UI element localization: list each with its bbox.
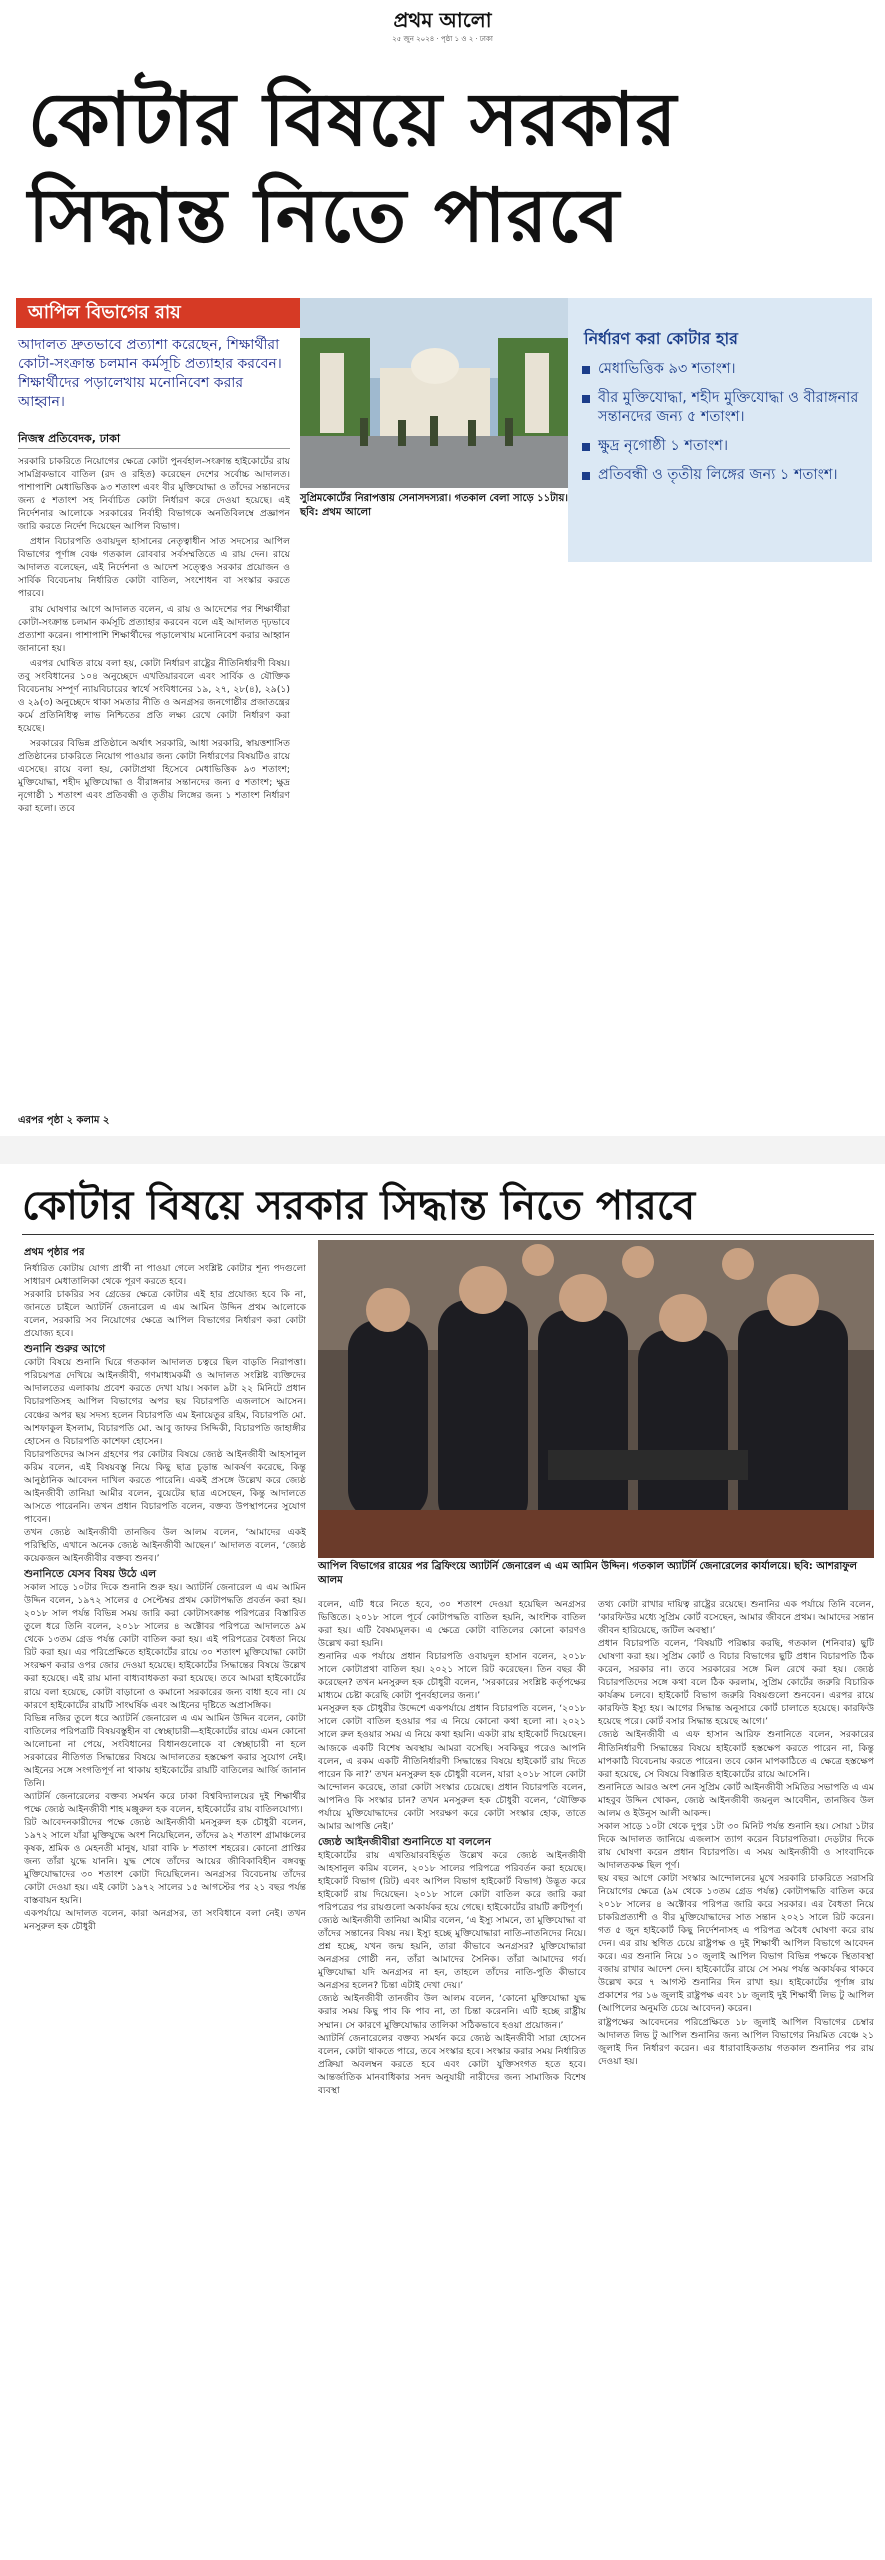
sidebar-item: মেধাভিত্তিক ৯৩ শতাংশ। <box>582 360 864 379</box>
sidebar-item: ক্ষুদ্র নৃগোষ্ঠী ১ শতাংশ। <box>582 437 864 456</box>
sidebar-list <box>582 360 864 495</box>
square-bullet-icon <box>582 443 590 451</box>
lead-body <box>18 455 290 815</box>
square-bullet-icon <box>582 366 590 374</box>
lead-headline-line-1: কোটার বিষয়ে সরকার <box>28 77 678 163</box>
jump-column-1 <box>24 1262 306 2552</box>
sidebar-item: প্রতিবন্ধী ও তৃতীয় লিঙ্গের জন্য ১ শতাংশ। <box>582 466 864 485</box>
jump-headline: কোটার বিষয়ে সরকার সিদ্ধান্ত নিতে পারবে <box>22 1182 696 1229</box>
lead-paragraph: প্রধান বিচারপতি ওবায়দুল হাসানের নেতৃত্বাধীন সাত সদস্যের আপিল বিভাগের পূর্ণাঙ্গ বেঞ্চ গতকাল রোববার সর্বসম্মতিতে এ রায় দেন। রায়ে আদালত বলেছেন, এই নির্দেশনা ও আদেশ সত্ত্বেও সরকার প্রয়োজন ও সার্বিক বিবেচনায় নির্ধারিত কোটা বাতিল, সংশোধন বা সংস্কার করতে পারবে। <box>18 536 290 600</box>
lead-headline <box>28 72 858 264</box>
sidebar-title: নির্ধারণ করা কোটার হার <box>584 329 738 348</box>
lead-paragraph: এরপর ঘোষিত রায়ে বলা হয়, কোটা নির্ধারণ রাষ্ট্রের নীতিনির্ধারণী বিষয়। তবু সংবিধানের ১০৪ অনুচ্ছেদে এখতিয়ারবলে এবং সার্বিক ও যৌক্তিক বিবেচনায় সম্পূর্ণ ন্যায়বিচারের স্বার্থে সংবিধানের ১৯, ২৭, ২৮(৪), ২৯(১) ও ২৯(৩) অনুচ্ছেদে থাকা সমতার নীতি ও অনগ্রসর জনগোষ্ঠীর প্রজাতন্ত্রের কর্মে প্রতিনিধিত্ব লাভ নিশ্চিতের প্রতি লক্ষ্য রেখে কোটা নির্ধারণ করা হয়েছে। <box>18 657 290 734</box>
jump-column-2 <box>318 1598 586 2553</box>
page-divider <box>0 1136 885 1164</box>
jump-headline-rule <box>22 1234 874 1235</box>
quota-sidebar <box>568 298 872 562</box>
byline: নিজস্ব প্রতিবেদক, ঢাকা <box>18 432 121 445</box>
section-text: বলেন, এটি ধরে নিতে হবে, ৩০ শতাংশ দেওয়া হয়েছিল অনগ্রসর ভিত্তিতে। ২০১৮ সালে পূর্বে কোটাপদ্ধতি বাতিল হয়নি, আংশিক বাতিল করা হয়। এটি বৈষম্যমূলক। এ ক্ষেত্রে কোটা বাতিলের কোনো কারণও উল্লেখ করা হয়নি। শুনানির এক পর্যায়ে প্রধান বিচারপতি ওবায়দুল হাসান বলেন, ২০১৮ সালে কোটাপ্রথা বাতিল হয়। ২০২১ সালে রিট করেছেন। তিন বছর কী করেছেন? তখন মনসুরুল হক চৌধুরী বলেন, ‘সরকারের সংশ্লিষ্ট কর্তৃপক্ষের মাধ্যমে চেষ্টা করেছি কোটা পুনর্বহালের জন্য।’ মনসুরুল হক চৌধুরীর উদ্দেশে একপর্যায়ে প্রধান বিচারপতি বলেন, ‘২০১৮ সালে কোটা বাতিল হওয়ার পর এ নিয়ে কোনো কথা হলো না। ২০২১ সালে রুল হওয়ার সময় এ নিয়ে কথা হয়নি। একটা রায় হাইকোর্ট দিয়েছেন। আজকে একটি বিশেষ অবস্থায় আমরা বসেছি। সবকিছুর পরেও আপনি বলেন, এ রকম একটি নীতিনির্ধারণী সিদ্ধান্তের বিষয়ে হাইকোর্ট রায় দিতে পারেন কি না?’ তখন মনসুরুল হক চৌধুরী বলেন, যারা ২০১৮ সালে কোটা আন্দোলন করেছে, তারা কোটা সংস্কার চেয়েছে। প্রধান বিচারপতি বলেন, আপনিও কি সংস্কার চান? তখন মনসুরুল হক চৌধুরী বলেন, ‘যৌক্তিক পর্যায়ে মুক্তিযোদ্ধাদের কোটা সংরক্ষণ করে কোটা সংস্কার হোক, তাতে আমার আপত্তি নেই।’ <box>318 1599 586 1832</box>
lead-photo-caption: সুপ্রিমকোর্টের নিরাপত্তায় সেনাসদস্যরা। গতকাল বেলা সাড়ে ১১টায়। ছবি: প্রথম আলো <box>300 493 568 518</box>
supreme-court-photo <box>300 298 568 488</box>
jump-column-3 <box>598 1598 874 2553</box>
section-subhead: জ্যেষ্ঠ আইনজীবীরা শুনানিতে যা বললেন <box>318 1835 491 1848</box>
standfirst: আদালত দ্রুতভাবে প্রত্যাশা করেছেন, শিক্ষার্থীরা কোটা-সংক্রান্ত চলমান কর্মসূচি প্রত্যাহার করবেন। শিক্ষার্থীদের পড়ালেখায় মনোনিবেশ করার আহ্বান। <box>18 337 282 410</box>
lead-paragraph: সরকারের বিভিন্ন প্রতিষ্ঠানে অর্থাৎ সরকারি, আধা সরকারি, স্বায়ত্তশাসিত প্রতিষ্ঠানের চাকরিতে নিয়োগ পাওয়ার জন্য কোটা নির্ধারণের বিষয়টিও রায়ে এসেছে। রায়ে বলা হয়, কোটাপ্রথা হিসেবে মেধাভিত্তিক ৯৩ শতাংশ; মুক্তিযোদ্ধা, শহীদ মুক্তিযোদ্ধা ও বীরাঙ্গনার সন্তানদের জন্য ৫ শতাংশ; ক্ষুদ্র নৃগোষ্ঠী ১ শতাংশ এবং প্রতিবন্ধী ও তৃতীয় লিঙ্গের জন্য ১ শতাংশ নির্ধারণ করা হলো। তবে <box>18 737 290 815</box>
section-subhead: শুনানিতে যেসব বিষয় উঠে এল <box>24 1568 157 1581</box>
lead-headline-line-2: সিদ্ধান্ত নিতে পারবে <box>28 173 621 259</box>
section-text: সকাল সাড়ে ১০টার দিকে শুনানি শুরু হয়। অ্যাটর্নি জেনারেল এ এম আমিন উদ্দিন বলেন, ১৯৭২ সালের ৫ সেপ্টেম্বর প্রথম কোটাপদ্ধতি প্রবর্তন করা হয়। ২০১৮ সাল পর্যন্ত বিভিন্ন সময় জারি করা কোটাসংক্রান্ত পরিপত্রের বিস্তারিত তুলে ধরে তিনি বলেন, ২০১৮ সালের ৪ অক্টোবর পরিপত্রে আদালতে ৯ম থেকে ১৩তম গ্রেড পর্যন্ত কোটা বাতিল করা হয়। এই পরিপত্রের বৈধতা নিয়ে রিট করা হয়। এর পরিপ্রেক্ষিতে হাইকোর্টের রায়ে ৩০ শতাংশ মুক্তিযোদ্ধা কোটা সংরক্ষণ করার ওপর জোর দেওয়া হয়েছে। হাইকোর্টের সিদ্ধান্তের বিষয়ে উল্লেখ করা হয়েছে। এই রায় মানা বাধ্যবাধকতা করা হয়েছে। তবে আমরা হাইকোর্টের রায়ে বলা হয়েছে, কোটা বাড়ানো ও কমানো সরকারের জন্য বাধা হবে না। যে কারণে হাইকোর্টের রায়টি সাংঘর্ষিক এবং আইনের দৃষ্টিতে অপ্রাসঙ্গিক। বিভিন্ন নজির তুলে ধরে অ্যাটর্নি জেনারেল এ এম আমিন উদ্দিন বলেন, কোটা বাতিলের পরিপত্রটি বিষয়বস্তুহীন বা স্বেচ্ছাচারী—হাইকোর্টের রায়ে এমন কোনো আলোচনা না পেয়ে, সংবিধানের বিধানগুলোকে বা স্বেচ্ছাচারী না হলে সরকারের নীতিগত সিদ্ধান্তের বিষয়ে আদালতের হস্তক্ষেপ করার সুযোগ নেই। আইনের সঙ্গে সংগতিপূর্ণ না থাকায় হাইকোর্টের রায়টি বাতিলের আর্জি জানান তিনি। অ্যাটর্নি জেনারেলের বক্তব্য সমর্থন করে ঢাকা বিশ্ববিদ্যালয়ের দুই শিক্ষার্থীর পক্ষে জ্যেষ্ঠ আইনজীবী শাহ মঞ্জুরুল হক বলেন, হাইকোর্টের রায় বাতিলযোগ্য। রিট আবেদনকারীদের পক্ষে জ্যেষ্ঠ আইনজীবী মনসুরুল হক চৌধুরী বলেন, ১৯৭২ সালে যাঁরা মুক্তিযুদ্ধে অংশ নিয়েছিলেন, তাঁদের ৯২ শতাংশ গ্রামাঞ্চলের কৃষক, শ্রমিক ও মেহনতী মানুষ, যারা বাকি ৮ শতাংশ শহরের। কোনো প্রাপ্তির জন্য তাঁরা যুদ্ধে যাননি। যুদ্ধ শেষে তাঁদের আয়ের জীবিকাবিহীন বঙ্গবন্ধু মুক্তিযোদ্ধাদের ৩০ শতাংশ কোটা দিয়েছিলেন। অনগ্রসর বিবেচনায় তাঁদের কোটা দেওয়া হয়। এই কোটা ১৯৭২ সালের ১৫ আগস্টের পর ২১ বছর পর্যন্ত বাস্তবায়ন হয়নি। একপর্যায়ে আদালত বলেন, কারা অনগ্রসর, তা সংবিধানে বলা নেই। তখন মনসুরুল হক চৌধুরী <box>24 1582 306 1933</box>
masthead <box>0 0 885 50</box>
section-text: তথ্য কোটা রাখার দায়িত্ব রাষ্ট্রের রয়েছে। শুনানির এক পর্যায়ে তিনি বলেন, ‘কারফিউর মধ্যে সুপ্রিম কোর্ট বসেছেন, আমার জীবনে প্রথম। আমাদের সন্তান জীবন হারিয়েছে, জটিল অবস্থা।’ প্রধান বিচারপতি বলেন, ‘বিষয়টি পরিষ্কার করছি, গতকাল (শনিবার) ছুটি ঘোষণা করা হয়। সুপ্রিম কোর্ট ও বিচার বিভাগের ছুটি প্রধান বিচারপতি ঠিক করেন, সরকার না। তবে সরকারের সঙ্গে মিল রেখে করা হয়। জ্যেষ্ঠ বিচারপতিদের সঙ্গে কথা বলে ঠিক করলাম, সুপ্রিম কোর্টের জরুরি বিচারিক কার্যক্রম চলবে। হাইকোর্ট বিভাগ জরুরি বিষয়গুলো শুনবেন। এরপর রায়ে কারফিউ ইস্যু হয়। আগের সিদ্ধান্ত অনুসারে কোর্ট চালাতে হয়েছে। কারফিউ হয়েছে পরে। কোর্ট বসার সিদ্ধান্ত হয়েছে আগে।’ জ্যেষ্ঠ আইনজীবী এ এফ হাসান আরিফ শুনানিতে বলেন, সরকারের নীতিনির্ধারণী সিদ্ধান্তের বিষয়ে হাইকোর্ট হস্তক্ষেপ করতে পারেন না, কিন্তু মাপকাঠি বিবেচনায় করতে পারেন। তবে কোন মাপকাঠিতে এ ক্ষেত্রে হস্তক্ষেপ করা হয়েছে, সে বিষয়ে বিস্তারিত হাইকোর্টের রায়ে আসেনি। শুনানিতে আরও অংশ নেন সুপ্রিম কোর্ট আইনজীবী সমিতির সভাপতি এ এম মাহবুব উদ্দিন খোকন, জ্যেষ্ঠ আইনজীবী জয়নুল আবেদীন, তানজিব উল আলম ও ইউনুস আলী আকন্দ। সকাল সাড়ে ১০টা থেকে দুপুর ১টা ৩০ মিনিট পর্যন্ত শুনানি হয়। সোয়া ১টার দিকে আদালত জানিয়ে এজলাস ত্যাগ করেন বিচারপতিরা। দেড়টার দিকে রায় ঘোষণা করেন প্রধান বিচারপতি। এ সময় আইনজীবী ও সাংবাদিকে আদালতকক্ষ ছিল পূর্ণ। ছয় বছর আগে কোটা সংস্কার আন্দোলনের মুখে সরকারি চাকরিতে সরাসরি নিয়োগের ক্ষেত্রে (৯ম থেকে ১৩তম গ্রেড পর্যন্ত) কোটাপদ্ধতি বাতিল করে ২০১৮ সালের ৪ অক্টোবর পরিপত্র জারি করে সরকার। এর বৈধতা নিয়ে চাকরিপ্রত্যাশী ও বীর মুক্তিযোদ্ধাদের সাত সন্তান ২০২১ সালে রিট করেন। গত ৫ জুন হাইকোর্ট কিছু নির্দেশনাসহ এ পরিপত্র অবৈধ ঘোষণা করে রায় দেন। এর রায় স্থগিত চেয়ে রাষ্ট্রপক্ষ ও দুই শিক্ষার্থী আপিল বিভাগে আবেদন করে। এর শুনানি নিয়ে ১০ জুলাই আপিল বিভাগ বিভিন্ন পক্ষকে স্থিতাবস্থা বজায় রাখার আদেশ দেন। হাইকোর্টের রায়ে সে সময় পর্যন্ত অকার্যকর থাকবে উল্লেখ করে ৭ আগস্ট শুনানির দিন রাখা হয়। হাইকোর্টের পূর্ণাঙ্গ রায় প্রকাশের পর ১৬ জুলাই রাষ্ট্রপক্ষ এবং ১৮ জুলাই দুই শিক্ষার্থী লিভ টু আপিল (আপিলের অনুমতি চেয়ে আবেদন) করেন। রাষ্ট্রপক্ষের আবেদনের পরিপ্রেক্ষিতে ১৮ জুলাই আপিল বিভাগের চেম্বার আদালত লিভ টু আপিল শুনানির জন্য আপিল বিভাগের নিয়মিত বেঞ্চে ২১ জুলাই দিন নির্ধারণ করেন। এর ধারাবাহিকতায় গতকাল শুনানির পর রায় দেওয়া হয়। <box>598 1599 874 2067</box>
jump-photo <box>318 1240 874 1558</box>
square-bullet-icon <box>582 395 590 403</box>
section-text: হাইকোর্টের রায় এখতিয়ারবহির্ভূত উল্লেখ করে জ্যেষ্ঠ আইনজীবী আহসানুল করিম বলেন, ২০১৮ সালের পরিপত্রে পরিবর্তন করা হয়েছে। হাইকোর্ট বিভাগ (রিট) এবং আপিল বিভাগ হাইকোর্ট বিভাগ) উদ্ভূত করে হাইকোর্ট রায় দিয়েছেন। ২০১৮ সালে কোটা বাতিল করে জারি করা পরিপত্রের পর রায়গুলো অকার্যকর হয়ে গেছে। হাইকোর্টের রায়টি ক্রটিপূর্ণ। জ্যেষ্ঠ আইনজীবী তানিয়া আমীর বলেন, ‘এ ইস্যু সামনে, তা মুক্তিযোদ্ধা বা তাঁদের সন্তানের বিষয় নয়। ইস্যু হচ্ছে মুক্তিযোদ্ধারা নাতি-নাতনিদের নিয়ে। প্রশ্ন হচ্ছে, যখন জন্ম হয়নি, তারা কীভাবে অনগ্রসর? মুক্তিযোদ্ধারা অনগ্রসর গোষ্ঠী নন, তাঁরা আমাদের সৈনিক। তাঁরা আমাদের গর্ব। মুক্তিযোদ্ধা যদি অনগ্রসর না হন, তাহলে তাঁদের নাতি-পুতি কীভাবে অনগ্রসর হলেন? চিন্তা এটাই দেখা দেয়।’ জ্যেষ্ঠ আইনজীবী তানজীব উল আলম বলেন, ‘কোনো মুক্তিযোদ্ধা যুদ্ধ করার সময় কিছু পাব কি পাব না, তা চিন্তা করেননি। এটি হচ্ছে রাষ্ট্রীয় সম্মান। সে কারণে মুক্তিযোদ্ধার তালিকা সঠিকভাবে হওয়া প্রয়োজন।’ অ্যাটর্নি জেনারেলের বক্তব্য সমর্থন করে জ্যেষ্ঠ আইনজীবী সারা হোসেন বলেন, কোটা থাকতে পারে, তবে সংস্কার হবে। সংস্কার করার সময় নির্ধারিত প্রক্রিয়া অবলম্বন করতে হবে এবং কোটা যুক্তিসংগত হতে হবে। আন্তর্জাতিক মানবাধিকার সনদ অনুযায়ী নারীদের জন্য সামাজিক বিশেষ ব্যবস্থা <box>318 1849 586 2096</box>
jump-photo-caption: আপিল বিভাগের রায়ের পর ব্রিফিংয়ে অ্যাটর্নি জেনারেল এ এম আমিন উদ্দিন। গতকাল অ্যাটর্নি জেনারেলের কার্যালয়ে। ছবি: আশরাফুল আলম <box>318 1561 857 1586</box>
press-briefing-photo <box>318 1240 874 1558</box>
lead-paragraph: রায় ঘোষণার আগে আদালত বলেন, এ রায় ও আদেশের পর শিক্ষার্থীরা কোটা-সংক্রান্ত চলমান কর্মসূচি প্রত্যাহার করবেন বলে এই আদালত দৃঢ়ভাবে প্রত্যাশা করেন। পাশাপাশি শিক্ষার্থীদের পড়ালেখায় মনোনিবেশ করার আহ্বান জানানো হয়। <box>18 603 290 654</box>
section-text: কোটা বিষয়ে শুনানি ঘিরে গতকাল আদালত চত্বরে ছিল বাড়তি নিরাপত্তা। পরিচয়পত্র দেখিয়ে আইনজীবী, গণমাধ্যমকর্মী ও আদালত সংশ্লিষ্ট ব্যক্তিদের আদালতের এলাকায় প্রবেশ করতে দেখা যায়। সকাল ৯টা ২২ মিনিটে প্রধান বিচারপতিসহ আপিল বিভাগের অপর ছয় বিচারপতি এজলাসে আসেন। বেঞ্চের অপর ছয় সদস্য হলেন বিচারপতি এম ইনায়েতুর রহিম, বিচারপতি মো. আশফাকুল ইসলাম, বিচারপতি মো. আবু জাফর সিদ্দিকী, বিচারপতি জাহাঙ্গীর হোসেন ও বিচারপতি কাশেফা হোসেন। বিচারপতিদের আসন গ্রহণের পর কোটার বিষয়ে জ্যেষ্ঠ আইনজীবী আহসানুল করিম বলেন, এই বিষয়বস্তু নিয়ে কিছু ছাত্র চূড়ান্ত আকর্ষণ করেছে, কিন্তু আনুষ্ঠানিক আবেদন দাখিল করতে পারেনি। একই প্রসঙ্গে উল্লেখ করে জ্যেষ্ঠ আইনজীবী তানিয়া আমীর বলেন, বুয়েটের ছাত্র এসেছেন, কিন্তু আদালতে আসতে পারেননি। তখন প্রধান বিচারপতি বলেন, বক্তব্য উপস্থাপনের সুযোগ পাবেন। তখন জ্যেষ্ঠ আইনজীবী তানজিব উল আলম বলেন, ‘আমাদের একই পরিস্থিতি, এখানে অনেক জ্যেষ্ঠ আইনজীবী আছেন।’ আদালত বলেন, ‘জ্যেষ্ঠ কয়েকজন আইনজীবীর বক্তব্য শুনব।’ <box>24 1357 306 1565</box>
lead-photo <box>300 298 568 488</box>
byline-rule <box>18 448 290 449</box>
square-bullet-icon <box>582 472 590 480</box>
lead-paragraph: সরকারি চাকরিতে নিয়োগের ক্ষেত্রে কোটা পুনর্বহাল-সংক্রান্ত হাইকোর্টের রায় সামগ্রিকভাবে বাতিল (রদ ও রহিত) করেছেন দেশের সর্বোচ্চ আদালত। পাশাপাশি মেধাভিত্তিক ৯৩ শতাংশ এবং বীর মুক্তিযোদ্ধা ও তাঁদের সন্তানদের জন্য ৫ শতাংশ সহ নির্বাচিত কোটা নির্ধারণ করে দেওয়া হয়েছে। এই নির্দেশনার আলোকে সরকারের নির্বাহী বিভাগকে অনতিবিলম্বে প্রজ্ঞাপন জারি করতে নির্দেশ দিয়েছেন আপিল বিভাগ। <box>18 456 290 533</box>
kicker-label: আপিল বিভাগের রায় <box>16 298 300 328</box>
newspaper-logo: প্রথম আলো <box>393 8 492 32</box>
sidebar-item: বীর মুক্তিযোদ্ধা, শহীদ মুক্তিযোদ্ধা ও বীরাঙ্গনার সন্তানদের জন্য ৫ শতাংশ। <box>582 389 864 427</box>
continued-on-page: এরপর পৃষ্ঠা ২ কলাম ২ <box>18 1115 110 1126</box>
section-subhead: শুনানি শুরুর আগে <box>24 1343 106 1356</box>
jump-intro: নির্ধারিত কোটায় যোগ্য প্রার্থী না পাওয়া গেলে সংশ্লিষ্ট কোটার শূন্য পদগুলো সাধারণ মেধাতালিকা থেকে পূরণ করতে হবে। সরকারি চাকরির সব গ্রেডের ক্ষেত্রে কোটার এই হার প্রযোজ্য হবে কি না, জানতে চাইলে অ্যাটর্নি জেনারেল এ এম আমিন উদ্দিন প্রথম আলোকে বলেন, সরকারি সব নিয়োগের ক্ষেত্রে আপিল বিভাগের নির্ধারণ করা কোটা প্রযোজ্য হবে। <box>24 1263 306 1340</box>
dateline: ২৫ জুন ২০২৪ ‧ পৃষ্ঠা ১ ও ২ ‧ ঢাকা <box>392 35 493 43</box>
continued-from-page: প্রথম পৃষ্ঠার পর <box>24 1247 85 1258</box>
